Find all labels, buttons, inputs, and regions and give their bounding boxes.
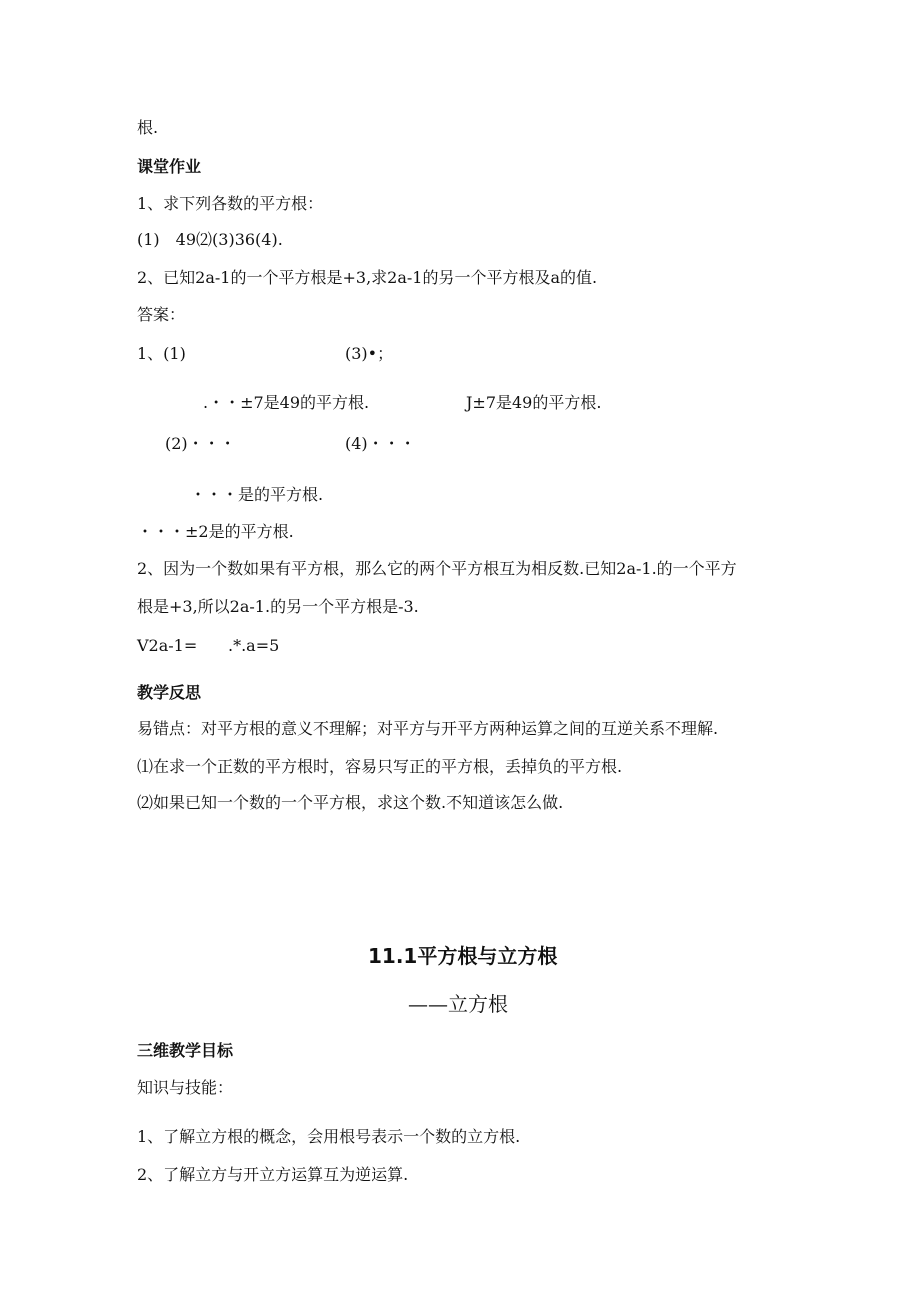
answer-2-equation: V2a-1= — [137, 636, 198, 655]
exercise-2: 2、已知2a-1的一个平方根是+3,求2a-1的另一个平方根及a的值. — [137, 268, 598, 287]
goal-item-1: 1、了解立方根的概念，会用根号表示一个数的立方根. — [137, 1127, 521, 1146]
text-line: 根. — [137, 118, 159, 137]
section-heading-classwork: 课堂作业 — [137, 157, 202, 176]
reflection-item-2: ⑵如果已知一个数的一个平方根，求这个数.不知道该怎么做. — [137, 793, 564, 812]
answer-1-part-3-result: J±7是49的平方根. — [466, 393, 602, 412]
section-heading-goals: 三维教学目标 — [137, 1041, 234, 1060]
answer-label: 答案： — [137, 305, 186, 324]
answer-1-part-4: (4)・・・ — [345, 434, 416, 453]
answer-2-line-2: 根是+3,所以2a-1.的另一个平方根是-3. — [137, 597, 419, 616]
page-subtitle: ——立方根 — [408, 992, 508, 1016]
goal-item-2: 2、了解立方与开立方运算互为逆运算. — [137, 1165, 409, 1184]
reflection-item-1: ⑴在求一个正数的平方根时，容易只写正的平方根，丢掉负的平方根. — [137, 757, 623, 776]
answer-1-part-1-result: .・・±7是49的平方根. — [203, 393, 370, 412]
answer-2-line-1: 2、因为一个数如果有平方根，那么它的两个平方根互为相反数.已知2a-1.的一个平方 — [137, 559, 737, 578]
goal-category: 知识与技能： — [137, 1078, 234, 1097]
exercise-1-items: (1) 49⑵(3)36(4). — [137, 230, 283, 249]
answer-2-result: .*.a=5 — [228, 636, 280, 655]
page-title: 11.1平方根与立方根 — [368, 944, 558, 968]
reflection-point: 易错点：对平方根的意义不理解；对平方与开平方两种运算之间的互逆关系不理解. — [137, 719, 719, 738]
answer-1-part-2: (2)・・・ — [165, 434, 236, 453]
exercise-1: 1、求下列各数的平方根： — [137, 194, 324, 213]
answer-1-part-3: (3)•； — [345, 344, 394, 363]
answer-1-part-2-result: ・・・是的平方根. — [190, 485, 324, 504]
section-heading-reflection: 教学反思 — [137, 683, 202, 702]
answer-1-part-4-result: ・・・±2是的平方根. — [137, 522, 294, 541]
answer-1-part-1: 1、(1) — [137, 344, 186, 363]
